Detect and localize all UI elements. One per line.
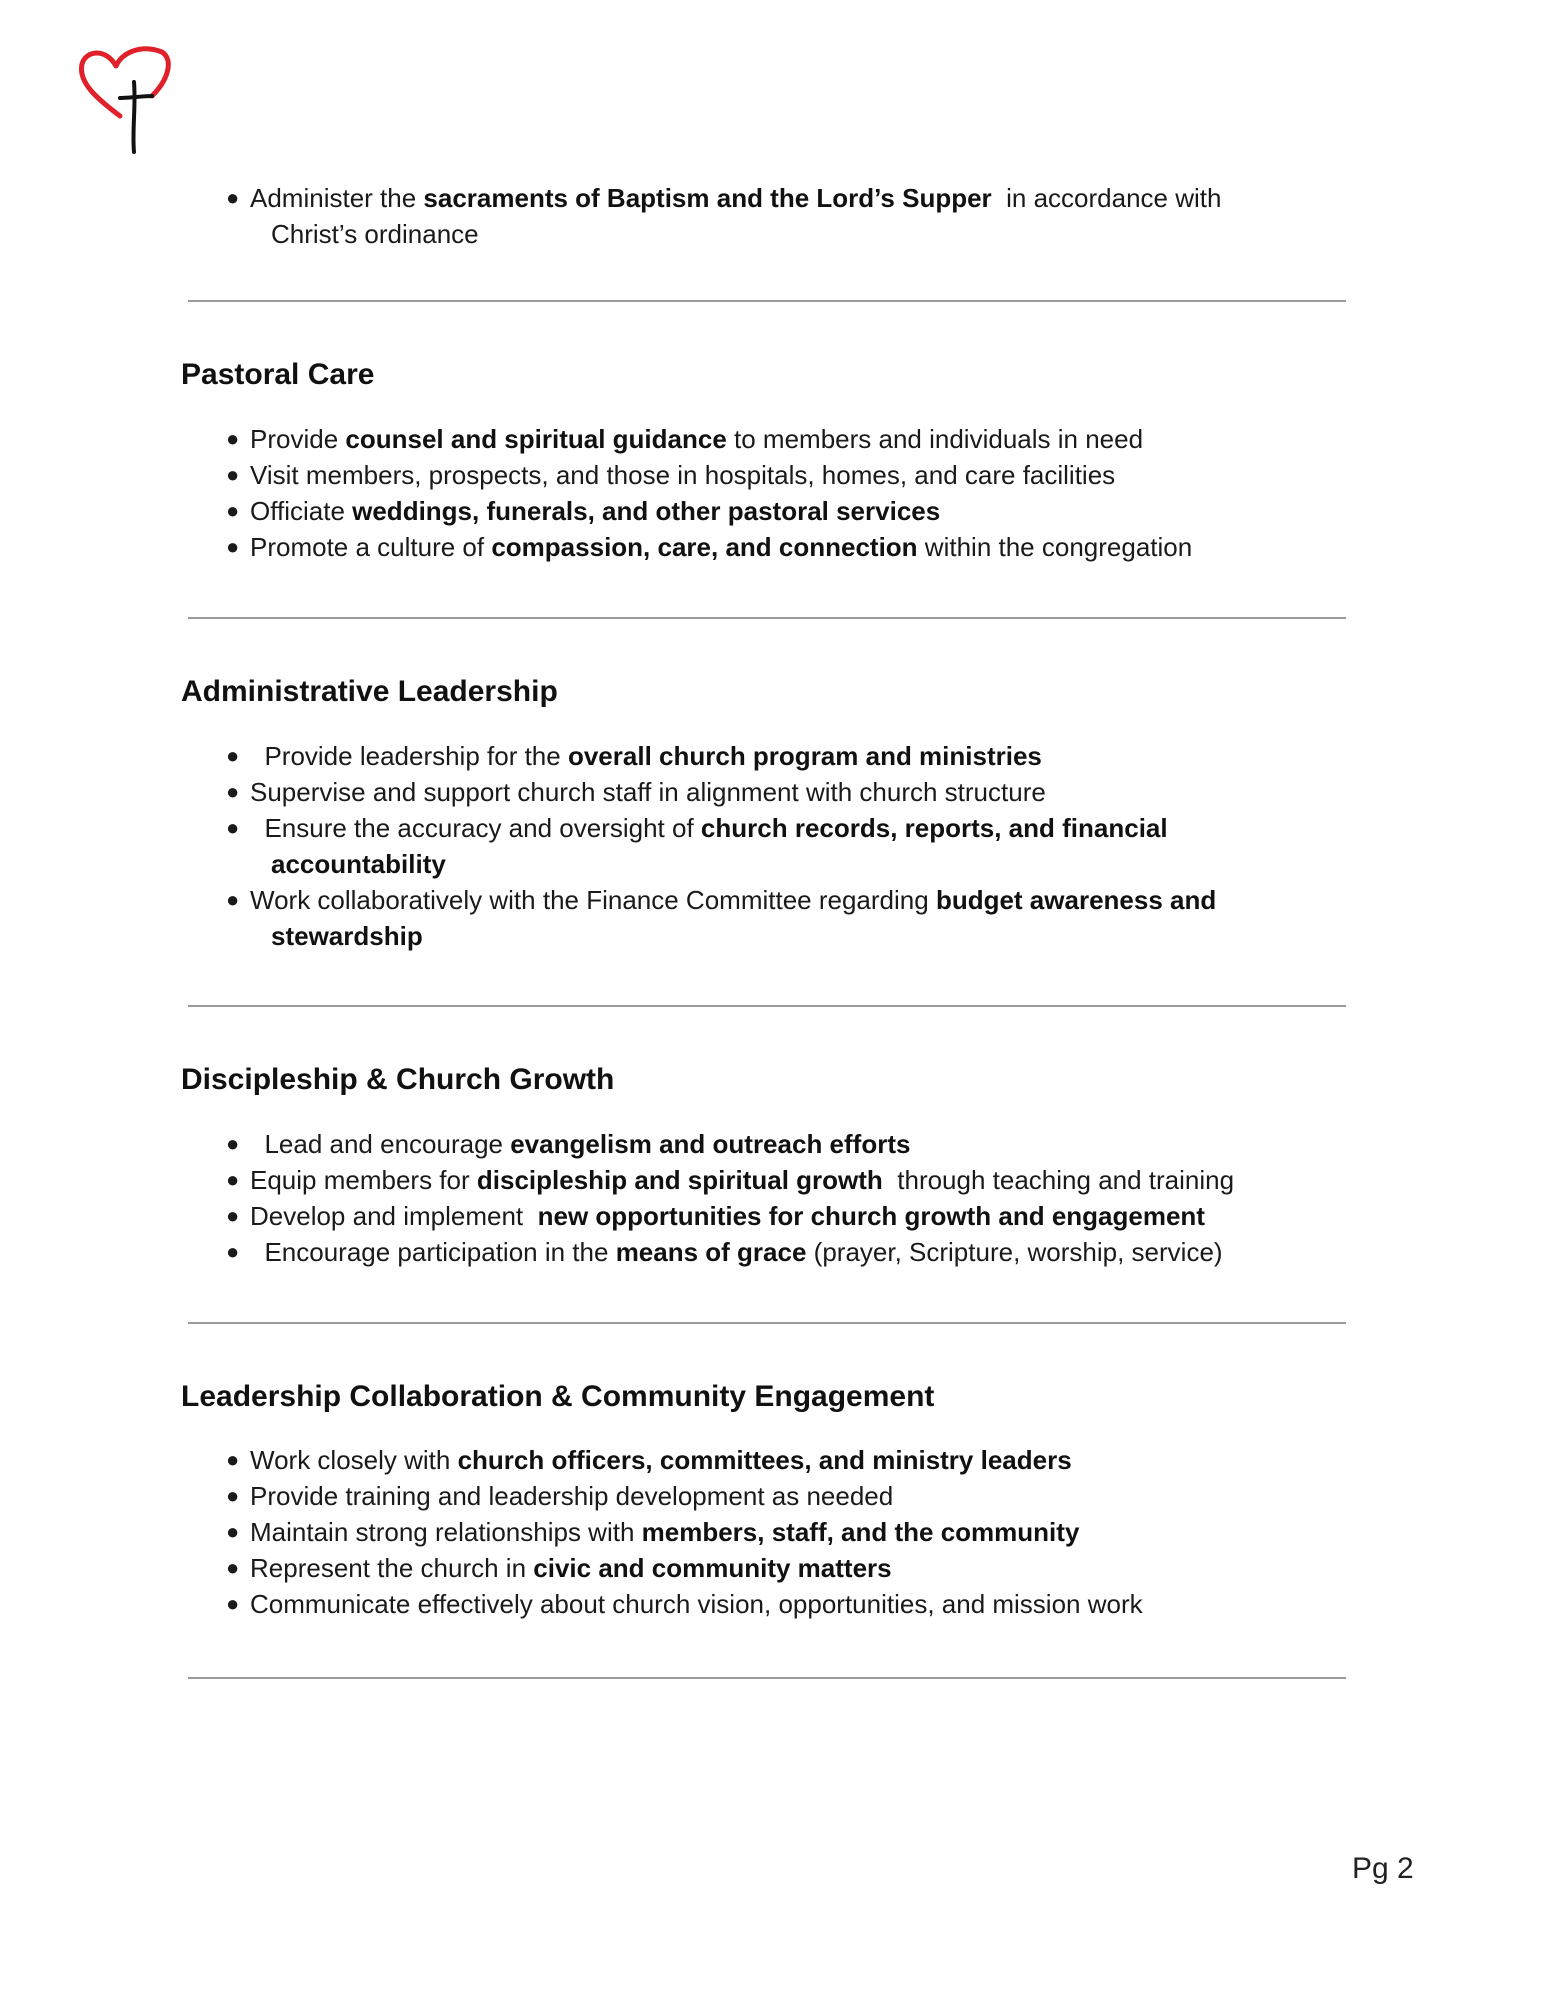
bullet-icon: ● <box>226 743 240 768</box>
section-divider <box>188 1005 1346 1007</box>
list-item: ● Provide leadership for the overall church program and ministries <box>226 738 1356 774</box>
list-item: ● Provide training and leadership development as needed <box>226 1478 1356 1514</box>
bullet-icon: ● <box>226 815 240 840</box>
bullet-icon: ● <box>226 1167 240 1192</box>
bullet-icon: ● <box>226 185 240 210</box>
list-item: ● Lead and encourage evangelism and outreach efforts <box>226 1126 1356 1162</box>
bullet-icon: ● <box>226 1239 240 1264</box>
list-item: ● Equip members for discipleship and spiritual growth through teaching and training <box>226 1162 1356 1198</box>
heart-cross-icon <box>76 46 176 156</box>
discipleship-list <box>226 1126 1356 1270</box>
bullet-icon: ● <box>226 498 240 523</box>
list-item: ● Maintain strong relationships with members, staff, and the community <box>226 1514 1356 1550</box>
bullet-icon: ● <box>226 534 240 559</box>
section-divider <box>188 300 1346 302</box>
bullet-icon: ● <box>226 1555 240 1580</box>
bullet-icon: ● <box>226 887 240 912</box>
section-title-pastoral-care: Pastoral Care <box>181 358 375 391</box>
bullet-icon: ● <box>226 1519 240 1544</box>
section-title-administrative-leadership: Administrative Leadership <box>181 675 558 708</box>
list-item: ● Work closely with church officers, committees, and ministry leaders <box>226 1442 1356 1478</box>
church-logo <box>76 46 176 156</box>
bullet-icon: ● <box>226 1447 240 1472</box>
administrative-leadership-list <box>226 738 1356 954</box>
bullet-icon: ● <box>226 1131 240 1156</box>
list-item: ● Administer the sacraments of Baptism and the Lord’s Supper in accordance with Christ’s ordinance <box>226 180 1356 252</box>
section-title-discipleship: Discipleship & Church Growth <box>181 1063 615 1096</box>
list-item: ● Officiate weddings, funerals, and other pastoral services <box>226 493 1356 529</box>
bullet-icon: ● <box>226 426 240 451</box>
leadership-collaboration-list <box>226 1442 1356 1622</box>
list-item: ● Represent the church in civic and community matters <box>226 1550 1356 1586</box>
section-title-leadership-collaboration: Leadership Collaboration & Community Engagement <box>181 1380 935 1413</box>
list-item: ● Promote a culture of compassion, care, and connection within the congregation <box>226 529 1356 565</box>
list-item: ● Communicate effectively about church vision, opportunities, and mission work <box>226 1586 1356 1622</box>
list-item: ● Develop and implement new opportunities for church growth and engagement <box>226 1198 1356 1234</box>
list-item: ● Ensure the accuracy and oversight of church records, reports, and financial accountability <box>226 810 1356 882</box>
page-number: Pg 2 <box>1352 1852 1414 1885</box>
bullet-icon: ● <box>226 779 240 804</box>
pastoral-care-list <box>226 421 1356 565</box>
intro-list <box>226 180 1356 252</box>
section-divider <box>188 1677 1346 1679</box>
section-divider <box>188 1322 1346 1324</box>
list-item: ● Supervise and support church staff in alignment with church structure <box>226 774 1356 810</box>
list-item: ● Work collaboratively with the Finance Committee regarding budget awareness and stewardship <box>226 882 1356 954</box>
list-item: ● Encourage participation in the means of grace (prayer, Scripture, worship, service) <box>226 1234 1356 1270</box>
bullet-icon: ● <box>226 462 240 487</box>
section-divider <box>188 617 1346 619</box>
bullet-icon: ● <box>226 1483 240 1508</box>
bullet-icon: ● <box>226 1203 240 1228</box>
list-item: ● Provide counsel and spiritual guidance to members and individuals in need <box>226 421 1356 457</box>
bullet-icon: ● <box>226 1591 240 1616</box>
list-item: ● Visit members, prospects, and those in hospitals, homes, and care facilities <box>226 457 1356 493</box>
